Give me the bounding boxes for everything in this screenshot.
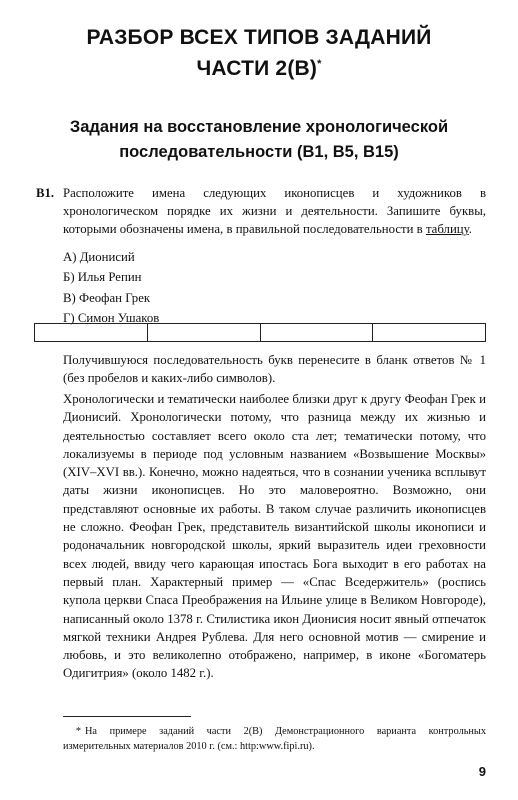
page-title-line-2 — [0, 53, 518, 84]
explanation-text — [63, 390, 486, 683]
task-text-table-word: таблицу — [425, 222, 469, 237]
task-text-end: . — [468, 222, 472, 237]
answer-cell-1[interactable] — [35, 324, 148, 342]
page-number: 9 — [478, 764, 486, 779]
option-b: Б) Илья Репин — [63, 270, 142, 285]
page-title-line-1: РАЗБОР ВСЕХ ТИПОВ ЗАДАНИЙ — [86, 26, 432, 49]
section-title-line-2: последовательности (B1, B5, B15) — [119, 143, 399, 161]
task-label: B1. — [36, 186, 55, 200]
option-c: В) Феофан Грек — [63, 290, 151, 305]
task-text — [63, 184, 486, 239]
option-a: А) Дионисий — [63, 250, 135, 264]
answer-cell-2[interactable] — [147, 324, 260, 342]
footnote-divider — [63, 716, 191, 717]
page-title-line-2-text: ЧАСТИ 2(В) — [196, 57, 318, 80]
option-d: Г) Симон Ушаков — [63, 311, 160, 326]
footnote — [63, 725, 486, 754]
task-text-main: Расположите имена следующих иконописцев и художников в хронологическом порядке их жизни и деятельности. Запишите буквы, которыми обозначены имена, в правильной последовательности в — [63, 186, 486, 237]
answer-options — [63, 247, 159, 329]
task-instruction: Получившуюся последовательность букв перенесите в бланк ответов № 1 (без пробелов и каких-либо символов). — [63, 353, 486, 386]
task-block — [36, 184, 486, 239]
answer-cell-3[interactable] — [260, 324, 373, 342]
footnote-text: На примере заданий части 2(В) Демонстрационного варианта контрольных измерительных материалов 2010 г. (см.: http:www.fipi.ru). — [63, 726, 486, 752]
answer-cell-4[interactable] — [373, 324, 486, 342]
section-title — [0, 115, 518, 165]
title-footnote-mark: * — [317, 58, 322, 70]
section-title-line-1: Задания на восстановление хронологической — [69, 118, 449, 136]
answer-table-row — [35, 324, 486, 342]
footnote-mark: * — [75, 726, 81, 737]
answer-table — [34, 323, 486, 342]
explanation-paragraph: Хронологически и тематически наиболее близки друг к другу Феофан Грек и Дионисий. Хронологически потому, что разница между их жизнью и деятельностью составляет всего около ста лет; тематически потому, что локализуемы в периоде под условным названием «Возвышение Москвы» (XIV–XVI вв.). Конечно, можно надеяться, что в сознании ученика всплывут даты жизни иконописцев. Но это маловероятно. Возможно, они представляют основные их работы. В таком случае различить иконописцев не сложно. Феофан Грек, представитель византийской школы иконописи и родоначальник новгородской школы, яркий выразитель идеи греховности всех людей, ввиду чего карающая ипостась Бога выходит в его работах на первый план. Характерный пример — «Спас Вседержитель» (роспись купола церкви Спаса Преображения на Ильине улице в Великом Новгороде), написанный около 1378 г. Стилистика икон Дионисия носит явный отпечаток мягкой техники Андрея Рублева. Для него основной мотив — смирение и любовь, и это великолепно отображено, например, в иконе «Богоматерь Одигитрия» (около 1482 г.). — [63, 392, 486, 681]
page-title — [0, 22, 518, 84]
